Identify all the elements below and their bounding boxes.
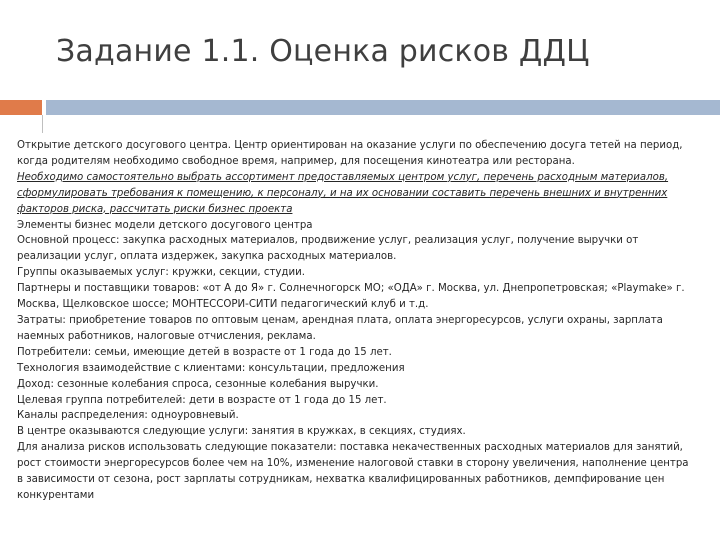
paragraph-income: Доход: сезонные колебания спроса, сезонные колебания выручки. (17, 378, 379, 390)
paragraph-target-group: Целевая группа потребителей: дети в возрасте от 1 года до 15 лет. (17, 394, 387, 406)
paragraph-model-heading: Элементы бизнес модели детского досугового центра (17, 219, 313, 231)
divider-line (42, 115, 43, 133)
paragraph-consumers: Потребители: семьи, имеющие детей в возрасте от 1 года до 15 лет. (17, 346, 392, 358)
paragraph-intro: Открытие детского досугового центра. Центр ориентирован на оказание услуги по обеспечению досуга тетей на период, когда родителям необходимо свободное время, например, для посещения кинотеатра или ресторана. (17, 140, 683, 167)
slide-title: Задание 1.1. Оценка рисков ДДЦ (56, 34, 590, 69)
paragraph-interaction: Технология взаимодействие с клиентами: консультации, предложения (17, 362, 405, 374)
slide-body (17, 138, 697, 504)
paragraph-service-groups: Группы оказываемых услуг: кружки, секции, студии. (17, 267, 305, 279)
paragraph-costs: Затраты: приобретение товаров по оптовым ценам, арендная плата, оплата энергоресурсов, услуги охраны, зарплата наемных работников, налоговые отчисления, реклама. (17, 314, 663, 342)
paragraph-channels: Каналы распределения: одноуровневый. (17, 410, 239, 422)
accent-bar (46, 100, 720, 115)
accent-square (0, 100, 42, 115)
paragraph-risk-indicators: Для анализа рисков использовать следующие показатели: поставка некачественных расходных материалов для занятий, рост стоимости энергоресурсов более чем на 10%, изменение налоговой ставки в сторону увеличения, наполнение центра в зависимости от сезона, рост зарплаты сотрудникам, нехватка квалифицированных работников, демпфирование цен конкурентами (17, 442, 689, 501)
paragraph-partners: Партнеры и поставщики товаров: «от А до Я» г. Солнечногорск МО; «ОДА» г. Москва, ул. Днепропетровская; «Playmake» г. Москва, Щелковское шоссе; МОНТЕССОРИ-СИТИ педагогический клуб и т.д. (17, 283, 685, 311)
paragraph-task: Необходимо самостоятельно выбрать ассортимент предоставляемых центром услуг, перечень расходным материалов, сформулировать требования к помещению, к персоналу, и на их основании составить перечень внешних и внутренних факторов риска, рассчитать риски бизнес проекта (17, 171, 669, 215)
paragraph-services: В центре оказываются следующие услуги: занятия в кружках, в секциях, студиях. (17, 426, 466, 438)
paragraph-main-process: Основной процесс: закупка расходных материалов, продвижение услуг, реализация услуг, получение выручки от реализации услуг, оплата издержек, закупка расходных материалов. (17, 235, 639, 263)
